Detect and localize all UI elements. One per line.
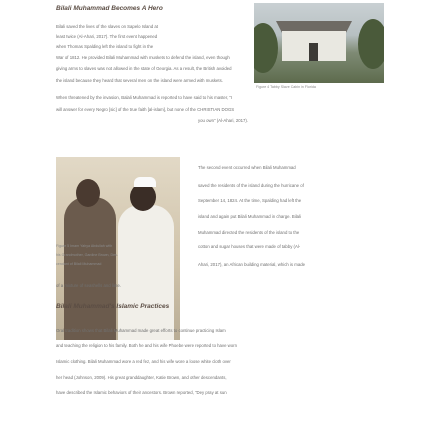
body-line: The second event occurred when Bilali Muhammad	[198, 165, 296, 170]
document-page	[56, 0, 386, 430]
intro-line: Bilali saved the lives of the slaves on Sapelo Island at	[56, 24, 158, 29]
body-line: September 14, 1824. At the time, Spalding had left the	[198, 198, 302, 203]
section-title: Bilali Muhammad Becomes A Hero	[56, 5, 163, 12]
body-line: When threatened by the invasion, Balali Muhammad is reported to have said to his master, "I	[56, 95, 233, 100]
body-line: cotton and sugar houses that were made of tabby (Al-	[198, 244, 301, 249]
body-line: of a mixture of seashells and lime.	[56, 283, 121, 288]
tabby-cabin-photo	[254, 3, 384, 83]
body-line: the island because they heard that several men on the island were armed with muskets.	[56, 78, 223, 83]
body-line: island and again put Bilali Muhammad in charge. Bilali	[198, 214, 301, 219]
body-line: Islamic clothing. Bilali Muhammad wore a red fez, and his wife wore a loose white cloth over	[56, 359, 231, 364]
intro-line: least twice (Al-Ahari, 2017). The first event happened	[56, 34, 158, 39]
body-line: Ahari, 2017), an African building material, which is made	[198, 262, 306, 267]
body-line: Muhammad directed the residents of the island to the	[198, 230, 300, 235]
intro-line: when Thomas Spalding left the island to fight in the	[56, 44, 154, 49]
photo-caption: cendant of Bilali Muhammad	[56, 262, 102, 266]
family-photo	[56, 157, 180, 340]
section-title: Bilali Muhammad's Islamic Practices	[56, 303, 170, 310]
photo-caption: his Grandmother, Gardine Brown, Des-	[56, 253, 119, 257]
body-line: have described the Islamic behaviors of their ancestors. Brown reported, "Dey pray at sun	[56, 390, 227, 395]
body-line: her head (Johnson, 2009). His great granddaughter, Katie Brown, and other descendants,	[56, 375, 227, 380]
body-line: giving arms to slaves was not allowed in the state of Georgia. As a result, the British avoided	[56, 66, 232, 71]
photo-caption: Figure 4 Tabby Slave Cabin in Florida	[256, 85, 316, 89]
body-line: Oral tradition shows that Bilali Muhammad made great efforts to continue practicing Islam	[56, 328, 226, 333]
body-line: will answer for every Negro [sic] of the true faith [al-islam], but none of the CHRISTIAN DOGS	[56, 107, 235, 112]
photo-caption: Figure 5 Imam Yahya Abdullah with	[56, 244, 113, 248]
body-line: War of 1812. He provided Bilali Muhammad with muskets to defend the island, even though	[56, 55, 230, 60]
body-line: you own" (Al-Ahari, 2017).	[198, 118, 249, 123]
body-line: and teaching the religion to his family. Both he and his wife Phoebe were reported to have worn	[56, 343, 237, 348]
body-line: saved the residents of the island during the hurricane of	[198, 183, 304, 188]
